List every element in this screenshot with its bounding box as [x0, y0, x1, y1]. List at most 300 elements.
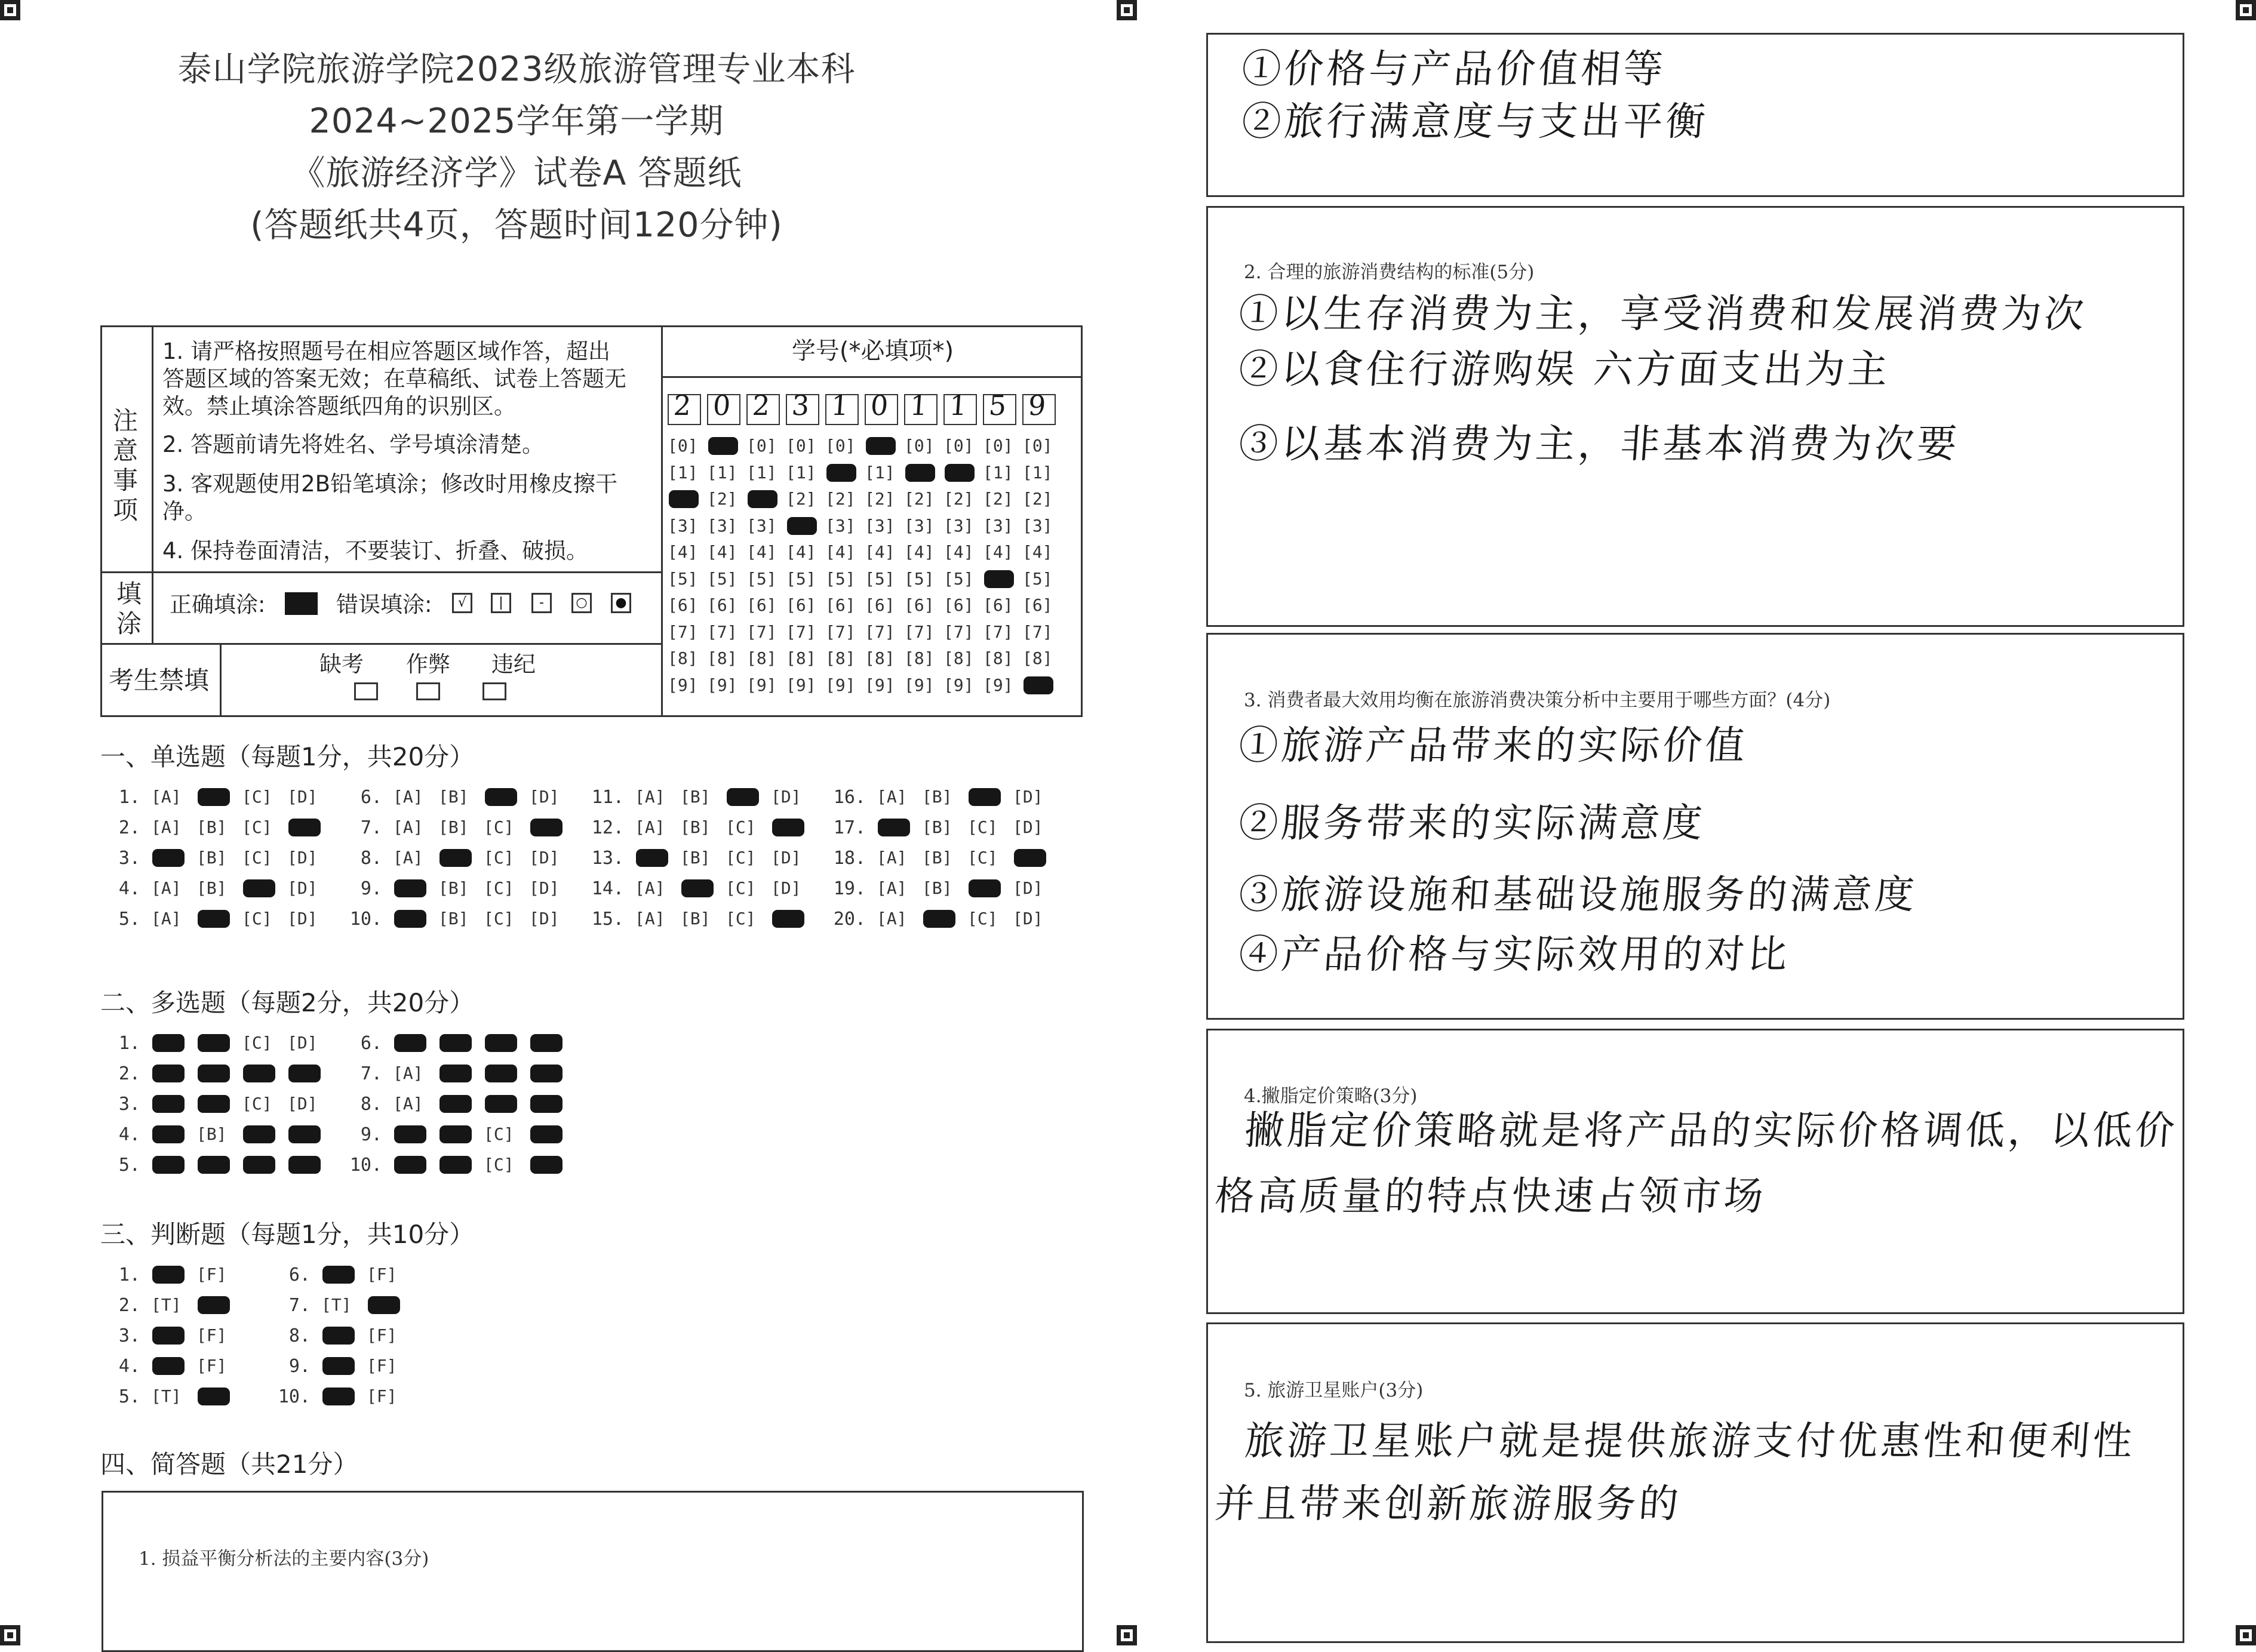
notice-label: 注意事项 — [113, 406, 139, 525]
student-id-bubble[interactable]: [2] — [904, 489, 935, 509]
single-option[interactable]: [A] — [877, 787, 907, 807]
single-option-filled[interactable] — [727, 788, 759, 806]
student-id-bubble[interactable]: [8] — [707, 648, 737, 668]
correct-fill-label: 正确填涂: — [170, 592, 266, 617]
student-id-bubble[interactable]: [9] — [983, 675, 1013, 695]
single-option[interactable]: [A] — [877, 878, 907, 898]
single-option[interactable]: [C] — [242, 817, 272, 837]
multi-option-filled[interactable] — [243, 1065, 275, 1082]
single-question-number: 8. — [360, 848, 382, 869]
student-id-bubble[interactable]: [3] — [983, 515, 1013, 536]
corner-mark-bottom-center — [1117, 1625, 1137, 1645]
single-option[interactable]: [D] — [287, 909, 318, 928]
multi-option-filled[interactable] — [394, 1125, 426, 1143]
student-id-bubble[interactable]: [7] — [865, 622, 895, 642]
multi-option-filled[interactable] — [439, 1065, 472, 1082]
single-option[interactable]: [B] — [922, 817, 952, 837]
single-option[interactable]: [D] — [771, 787, 801, 807]
single-option[interactable]: [A] — [151, 878, 182, 898]
single-option[interactable]: [D] — [1013, 787, 1043, 807]
absent-label: 缺考 — [319, 651, 364, 677]
single-option[interactable]: [A] — [151, 787, 182, 807]
single-option[interactable]: [B] — [438, 909, 469, 928]
student-id-bubble[interactable]: [6] — [904, 595, 935, 615]
student-id-bubble[interactable]: [9] — [668, 675, 698, 695]
judge-option[interactable]: [T] — [151, 1295, 182, 1315]
single-option[interactable]: [B] — [196, 817, 227, 837]
student-id-bubble[interactable]: [9] — [825, 675, 856, 695]
single-option[interactable]: [D] — [529, 909, 560, 928]
student-id-bubble[interactable]: [0] — [983, 436, 1013, 456]
student-id-digit: 2 — [751, 389, 772, 422]
multi-option-filled[interactable] — [198, 1065, 230, 1082]
single-option[interactable]: [B] — [438, 878, 469, 898]
single-option[interactable]: [A] — [635, 909, 665, 928]
single-option[interactable]: [C] — [242, 909, 272, 928]
multi-option-filled[interactable] — [243, 1125, 275, 1143]
judge-option[interactable]: [F] — [367, 1386, 397, 1406]
single-option[interactable]: [C] — [484, 848, 514, 867]
student-id-bubble[interactable]: [9] — [786, 675, 816, 695]
single-option[interactable]: [A] — [635, 817, 665, 837]
answer-1-line-1: ①价格与产品价值相等 — [1240, 46, 1668, 92]
single-option[interactable]: [B] — [196, 848, 227, 867]
answer-4-line-1: 撇脂定价策略就是将产品的实际价格调低，以低价 — [1243, 1108, 2180, 1153]
student-id-bubble[interactable]: [4] — [943, 542, 974, 562]
student-id-bubble-filled[interactable] — [708, 437, 738, 455]
student-id-bubble[interactable]: [7] — [943, 622, 974, 642]
single-option[interactable]: [C] — [967, 848, 998, 867]
multi-question-number: 10. — [349, 1155, 382, 1176]
single-option[interactable]: [D] — [771, 878, 801, 898]
multi-option-filled[interactable] — [288, 1065, 321, 1082]
judge-option-filled[interactable] — [152, 1327, 185, 1345]
student-id-digit: 1 — [830, 389, 850, 422]
single-option-filled[interactable] — [530, 819, 563, 836]
student-id-bubble[interactable]: [0] — [904, 436, 935, 456]
single-option[interactable]: [A] — [877, 848, 907, 867]
student-id-bubble-filled[interactable] — [826, 464, 856, 482]
single-option-filled[interactable] — [439, 849, 472, 867]
judge-option[interactable]: [T] — [151, 1386, 182, 1406]
student-id-bubble[interactable]: [1] — [786, 462, 816, 482]
multi-option[interactable]: [A] — [393, 1063, 423, 1083]
single-option[interactable]: [D] — [287, 878, 318, 898]
multi-option-filled[interactable] — [530, 1156, 563, 1174]
absent-checkbox[interactable] — [354, 682, 378, 700]
single-option[interactable]: [B] — [438, 817, 469, 837]
single-option-filled[interactable] — [198, 788, 230, 806]
single-question-number: 19. — [833, 878, 866, 899]
student-id-bubble-filled[interactable] — [669, 490, 699, 508]
section-judge-title: 三、判断题（每题1分，共10分） — [100, 1220, 475, 1249]
student-id-bubble-filled[interactable] — [787, 517, 817, 535]
student-id-bubble[interactable]: [8] — [746, 648, 777, 668]
answer-3-line-2: ②服务带来的实际满意度 — [1237, 800, 1707, 846]
student-id-bubble[interactable]: [4] — [707, 542, 737, 562]
corner-mark-top-center — [1117, 0, 1137, 20]
judge-option-filled[interactable] — [368, 1296, 400, 1314]
multi-option-filled[interactable] — [394, 1034, 426, 1052]
multi-option-filled[interactable] — [439, 1125, 472, 1143]
multi-question-number: 4. — [118, 1124, 140, 1145]
multi-option[interactable]: [D] — [287, 1094, 318, 1113]
student-id-bubble[interactable]: [8] — [904, 648, 935, 668]
single-option[interactable]: [A] — [877, 909, 907, 928]
judge-option[interactable]: [F] — [367, 1356, 397, 1376]
judge-question-number: 8. — [288, 1325, 311, 1346]
student-id-bubble-filled[interactable] — [866, 437, 896, 455]
student-id-bubble[interactable]: [7] — [746, 622, 777, 642]
student-id-bubble[interactable]: [6] — [746, 595, 777, 615]
single-option[interactable]: [D] — [1013, 909, 1043, 928]
judge-option[interactable]: [T] — [321, 1295, 352, 1315]
student-id-bubble[interactable]: [8] — [865, 648, 895, 668]
student-id-bubble[interactable]: [8] — [825, 648, 856, 668]
multi-option-filled[interactable] — [485, 1034, 517, 1052]
single-option[interactable]: [C] — [726, 848, 756, 867]
student-id-bubble[interactable]: [6] — [786, 595, 816, 615]
student-id-bubble[interactable]: [0] — [825, 436, 856, 456]
multi-option[interactable]: [D] — [287, 1033, 318, 1053]
multi-option-filled[interactable] — [288, 1125, 321, 1143]
single-option-filled[interactable] — [969, 879, 1001, 897]
student-id-bubble[interactable]: [4] — [865, 542, 895, 562]
student-id-bubble[interactable]: [4] — [904, 542, 935, 562]
single-option[interactable]: [A] — [393, 817, 423, 837]
student-id-bubble[interactable]: [2] — [786, 489, 816, 509]
student-id-bubble[interactable]: [6] — [983, 595, 1013, 615]
student-id-bubble[interactable]: [8] — [943, 648, 974, 668]
single-option[interactable]: [B] — [680, 787, 711, 807]
multi-option[interactable]: [C] — [484, 1124, 514, 1144]
single-option[interactable]: [B] — [680, 909, 711, 928]
student-id-bubble[interactable]: [5] — [1022, 568, 1053, 589]
single-question-number: 5. — [118, 909, 140, 930]
student-id-bubble[interactable]: [0] — [943, 436, 974, 456]
single-option[interactable]: [C] — [726, 817, 756, 837]
student-id-bubble[interactable]: [6] — [1022, 595, 1053, 615]
multi-option-filled[interactable] — [530, 1065, 563, 1082]
judge-question-number: 9. — [288, 1356, 311, 1377]
judge-question-number: 1. — [118, 1265, 140, 1285]
single-option[interactable]: [D] — [529, 848, 560, 867]
student-id-bubble[interactable]: [5] — [865, 568, 895, 589]
multi-option[interactable]: [C] — [242, 1033, 272, 1053]
single-question-number: 15. — [591, 909, 624, 930]
violation-label: 违纪 — [491, 651, 536, 677]
cheat-checkbox[interactable] — [416, 682, 440, 700]
student-id-title: 学号(*必填项*) — [791, 337, 954, 365]
student-id-bubble[interactable]: [3] — [865, 515, 895, 536]
student-id-bubble[interactable]: [3] — [825, 515, 856, 536]
answer-2-line-1: ①以生存消费为主，享受消费和发展消费为次 — [1237, 291, 2089, 337]
student-id-bubble[interactable]: [0] — [668, 436, 698, 456]
single-question-number: 3. — [118, 848, 140, 869]
single-option[interactable]: [D] — [1013, 878, 1043, 898]
student-id-bubble[interactable]: [3] — [707, 515, 737, 536]
student-id-bubble-filled[interactable] — [1024, 676, 1053, 694]
multi-option[interactable]: [C] — [242, 1094, 272, 1113]
multi-option-filled[interactable] — [530, 1125, 563, 1143]
notice-item-4: 4. 保持卷面清洁，不要装订、折叠、破损。 — [162, 538, 589, 564]
student-id-digit: 1 — [948, 389, 969, 422]
single-option[interactable]: [A] — [635, 787, 665, 807]
multi-option-filled[interactable] — [530, 1034, 563, 1052]
student-id-bubble[interactable]: [6] — [943, 595, 974, 615]
single-option-filled[interactable] — [923, 910, 955, 928]
student-id-bubble-filled[interactable] — [748, 490, 777, 508]
multi-option-filled[interactable] — [485, 1095, 517, 1113]
single-option-filled[interactable] — [878, 819, 910, 836]
student-id-bubble[interactable]: [8] — [668, 648, 698, 668]
student-id-bubble[interactable]: [6] — [707, 595, 737, 615]
student-id-bubble[interactable]: [0] — [746, 436, 777, 456]
single-option[interactable]: [B] — [680, 817, 711, 837]
student-id-bubble[interactable]: [2] — [825, 489, 856, 509]
student-id-bubble[interactable]: [7] — [825, 622, 856, 642]
multi-option-filled[interactable] — [152, 1156, 185, 1174]
section-short-title: 四、简答题（共21分） — [100, 1450, 358, 1479]
single-option-filled[interactable] — [288, 819, 321, 836]
student-id-bubble[interactable]: [1] — [668, 462, 698, 482]
judge-option-filled[interactable] — [322, 1266, 355, 1284]
multi-option[interactable]: [B] — [196, 1124, 227, 1144]
student-id-bubble[interactable]: [3] — [904, 515, 935, 536]
student-id-bubble[interactable]: [3] — [943, 515, 974, 536]
corner-mark-top-left — [0, 0, 20, 20]
student-id-bubble[interactable]: [4] — [746, 542, 777, 562]
student-id-bubble[interactable]: [4] — [1022, 542, 1053, 562]
student-id-bubble[interactable]: [1] — [865, 462, 895, 482]
single-option[interactable]: [C] — [484, 817, 514, 837]
single-option[interactable]: [C] — [484, 878, 514, 898]
student-id-bubble[interactable]: [2] — [943, 489, 974, 509]
student-id-bubble[interactable]: [2] — [707, 489, 737, 509]
exam-title-line3: 《旅游经济学》试卷A 答题纸 — [291, 153, 742, 193]
single-option[interactable]: [A] — [393, 787, 423, 807]
student-id-bubble[interactable]: [7] — [983, 622, 1013, 642]
violation-checkbox[interactable] — [482, 682, 506, 700]
multi-option-filled[interactable] — [152, 1065, 185, 1082]
single-option[interactable]: [B] — [196, 878, 227, 898]
student-id-bubble[interactable]: [2] — [865, 489, 895, 509]
single-option-filled[interactable] — [394, 879, 426, 897]
single-option[interactable]: [D] — [529, 878, 560, 898]
judge-option-filled[interactable] — [322, 1327, 355, 1345]
student-id-bubble[interactable]: [5] — [668, 568, 698, 589]
single-option[interactable]: [C] — [967, 909, 998, 928]
student-id-bubble[interactable]: [5] — [746, 568, 777, 589]
answer-5-line-1: 旅游卫星账户就是提供旅游支付优惠性和便利性 — [1243, 1418, 2137, 1464]
judge-option-filled[interactable] — [152, 1357, 185, 1375]
student-id-bubble[interactable]: [3] — [668, 515, 698, 536]
judge-option[interactable]: [F] — [196, 1325, 227, 1345]
single-option-filled[interactable] — [243, 879, 275, 897]
multi-question-number: 6. — [360, 1033, 382, 1054]
multi-option-filled[interactable] — [198, 1095, 230, 1113]
student-id-bubble[interactable]: [7] — [1022, 622, 1053, 642]
multi-option-filled[interactable] — [439, 1034, 472, 1052]
multi-option[interactable]: [C] — [484, 1155, 514, 1174]
student-id-bubble[interactable]: [4] — [786, 542, 816, 562]
single-option[interactable]: [B] — [922, 787, 952, 807]
student-id-bubble[interactable]: [8] — [786, 648, 816, 668]
student-id-bubble[interactable]: [4] — [668, 542, 698, 562]
cheat-label: 作弊 — [406, 651, 450, 677]
single-option[interactable]: [C] — [726, 878, 756, 898]
judge-option-filled[interactable] — [152, 1266, 185, 1284]
single-option[interactable]: [A] — [635, 878, 665, 898]
multi-option-filled[interactable] — [288, 1156, 321, 1174]
judge-question-number: 5. — [118, 1386, 140, 1407]
single-option-filled[interactable] — [198, 910, 230, 928]
multi-option[interactable]: [A] — [393, 1094, 423, 1113]
exam-title-line2: 2024~2025学年第一学期 — [309, 101, 724, 141]
single-option-filled[interactable] — [485, 788, 517, 806]
student-id-bubble[interactable]: [2] — [983, 489, 1013, 509]
single-question-number: 10. — [349, 909, 382, 930]
student-id-bubble[interactable]: [9] — [943, 675, 974, 695]
multi-option-filled[interactable] — [394, 1156, 426, 1174]
student-id-bubble[interactable]: [1] — [983, 462, 1013, 482]
judge-option-filled[interactable] — [198, 1296, 230, 1314]
student-id-bubble[interactable]: [6] — [825, 595, 856, 615]
single-option[interactable]: [C] — [726, 909, 756, 928]
student-id-digit: 0 — [869, 389, 890, 422]
student-id-bubble[interactable]: [3] — [1022, 515, 1053, 536]
answer-5-line-2: 并且带来创新旅游服务的 — [1213, 1481, 1683, 1527]
single-question-number: 2. — [118, 817, 140, 838]
judge-option[interactable]: [F] — [196, 1356, 227, 1376]
single-option[interactable]: [D] — [771, 848, 801, 867]
judge-option[interactable]: [F] — [196, 1265, 227, 1284]
wrong-mark-dash: - — [531, 593, 552, 613]
student-id-bubble[interactable]: [5] — [904, 568, 935, 589]
multi-question-number: 5. — [118, 1155, 140, 1176]
exam-title-line1: 泰山学院旅游学院2023级旅游管理专业本科 — [177, 50, 856, 89]
student-id-bubble[interactable]: [1] — [1022, 462, 1053, 482]
multi-option-filled[interactable] — [198, 1034, 230, 1052]
single-option-filled[interactable] — [394, 910, 426, 928]
student-id-bubble[interactable]: [8] — [983, 648, 1013, 668]
single-option[interactable]: [A] — [393, 848, 423, 867]
corner-mark-top-right — [2236, 0, 2256, 20]
single-option[interactable]: [A] — [151, 817, 182, 837]
multi-option-filled[interactable] — [485, 1065, 517, 1082]
single-option-filled[interactable] — [681, 879, 714, 897]
student-id-bubble[interactable]: [9] — [904, 675, 935, 695]
single-option[interactable]: [B] — [438, 787, 469, 807]
wrong-fill-label: 错误填涂: — [336, 592, 432, 617]
notice-item-2: 2. 答题前请先将姓名、学号填涂清楚。 — [162, 432, 545, 457]
student-id-bubble-filled[interactable] — [945, 464, 975, 482]
student-id-bubble[interactable]: [5] — [786, 568, 816, 589]
short-question-1: 1. 损益平衡分析法的主要内容(3分) — [139, 1548, 429, 1570]
single-option-filled[interactable] — [636, 849, 668, 867]
judge-option[interactable]: [F] — [367, 1325, 397, 1345]
multi-option-filled[interactable] — [439, 1156, 472, 1174]
single-option[interactable]: [C] — [484, 909, 514, 928]
multi-option-filled[interactable] — [152, 1034, 185, 1052]
short-question-4: 4.撇脂定价策略(3分) — [1244, 1085, 1418, 1107]
single-option[interactable]: [D] — [1013, 817, 1043, 837]
student-id-bubble-filled[interactable] — [984, 570, 1014, 588]
single-question-number: 16. — [833, 787, 866, 808]
judge-option[interactable]: [F] — [367, 1265, 397, 1284]
student-id-bubble[interactable]: [8] — [1022, 648, 1053, 668]
judge-option-filled[interactable] — [198, 1388, 230, 1405]
student-id-bubble[interactable]: [1] — [746, 462, 777, 482]
wrong-mark-bar: | — [491, 593, 511, 613]
student-id-bubble[interactable]: [2] — [1022, 489, 1053, 509]
single-question-number: 9. — [360, 878, 382, 899]
student-id-bubble[interactable]: [7] — [786, 622, 816, 642]
answer-4-line-2: 格高质量的特点快速占领市场 — [1213, 1173, 1768, 1219]
notice-item-1: 1. 请严格按照题号在相应答题区域作答，超出答题区域的答案无效；在草稿纸、试卷上答题无效。禁止填涂答题纸四角的识别区。 — [162, 339, 626, 419]
single-option[interactable]: [D] — [287, 787, 318, 807]
student-id-bubble[interactable]: [6] — [668, 595, 698, 615]
single-option[interactable]: [B] — [922, 848, 952, 867]
student-id-bubble[interactable]: [3] — [746, 515, 777, 536]
student-id-bubble[interactable]: [5] — [707, 568, 737, 589]
student-id-bubble[interactable]: [5] — [825, 568, 856, 589]
student-id-bubble[interactable]: [9] — [707, 675, 737, 695]
multi-option-filled[interactable] — [243, 1156, 275, 1174]
single-option[interactable]: [A] — [151, 909, 182, 928]
single-option[interactable]: [B] — [922, 878, 952, 898]
student-id-bubble[interactable]: [5] — [943, 568, 974, 589]
judge-question-number: 4. — [118, 1356, 140, 1377]
judge-option-filled[interactable] — [322, 1388, 355, 1405]
student-id-bubble[interactable]: [0] — [1022, 436, 1053, 456]
correct-fill-sample — [285, 592, 318, 615]
single-option[interactable]: [D] — [287, 848, 318, 867]
single-option[interactable]: [C] — [242, 848, 272, 867]
student-id-bubble[interactable]: [4] — [825, 542, 856, 562]
single-option-filled[interactable] — [969, 788, 1001, 806]
answer-1-line-2: ②旅行满意度与支出平衡 — [1240, 99, 1710, 144]
single-question-number: 18. — [833, 848, 866, 869]
single-option-filled[interactable] — [772, 819, 804, 836]
student-id-bubble-filled[interactable] — [905, 464, 935, 482]
single-option-filled[interactable] — [152, 849, 185, 867]
single-option[interactable]: [C] — [242, 787, 272, 807]
student-id-bubble[interactable]: [7] — [904, 622, 935, 642]
single-option-filled[interactable] — [1014, 849, 1046, 867]
single-option-filled[interactable] — [772, 910, 804, 928]
multi-option-filled[interactable] — [152, 1095, 185, 1113]
multi-option-filled[interactable] — [152, 1125, 185, 1143]
multi-option-filled[interactable] — [530, 1095, 563, 1113]
multi-option-filled[interactable] — [439, 1095, 472, 1113]
student-id-bubble[interactable]: [7] — [707, 622, 737, 642]
student-id-bubble[interactable]: [7] — [668, 622, 698, 642]
judge-option-filled[interactable] — [322, 1357, 355, 1375]
single-option[interactable]: [D] — [529, 787, 560, 807]
student-id-bubble[interactable]: [9] — [865, 675, 895, 695]
student-id-bubble[interactable]: [0] — [786, 436, 816, 456]
student-id-digit: 5 — [988, 389, 1008, 422]
student-id-bubble[interactable]: [4] — [983, 542, 1013, 562]
single-option[interactable]: [B] — [680, 848, 711, 867]
student-id-bubble[interactable]: [1] — [707, 462, 737, 482]
student-id-bubble[interactable]: [6] — [865, 595, 895, 615]
student-id-bubble[interactable]: [9] — [746, 675, 777, 695]
single-question-number: 17. — [833, 817, 866, 838]
single-option[interactable]: [C] — [967, 817, 998, 837]
multi-option-filled[interactable] — [198, 1156, 230, 1174]
